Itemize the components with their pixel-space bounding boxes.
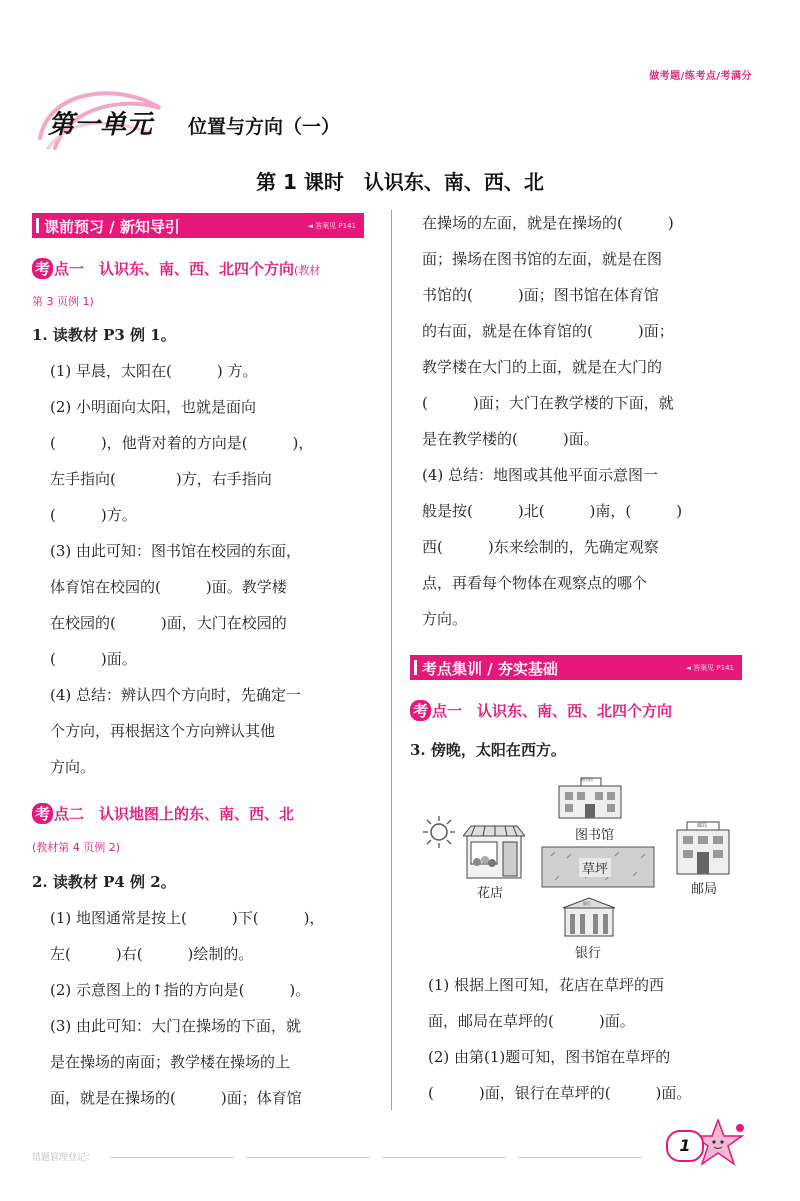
question-1 bbox=[32, 325, 367, 793]
question-line: 左( )右( )绘制的。 bbox=[50, 945, 254, 963]
question-line: 在校园的( )面，大门在校园的 bbox=[50, 614, 287, 632]
question-line: 方向。 bbox=[50, 758, 96, 776]
keypoint-source: 第 3 页例 1) bbox=[32, 295, 94, 308]
library-label: 图书馆 bbox=[575, 828, 615, 843]
bank-sign: 银行 bbox=[583, 901, 591, 906]
question-line: (2) 示意图上的↑指的方向是( )。 bbox=[50, 981, 311, 999]
question-line: ( )面；大门在教学楼的下面，就 bbox=[422, 394, 674, 412]
question-2 bbox=[32, 872, 367, 1124]
question-line: (1) 根据上图可知，花店在草坪的西 bbox=[428, 976, 665, 994]
kao-badge: 考 bbox=[32, 803, 53, 824]
column-divider bbox=[391, 210, 392, 1110]
question-line: 面；操场在图书馆的左面，就是在图 bbox=[422, 250, 663, 268]
bank-label: 银行 bbox=[575, 946, 602, 961]
question-line: (1) 早晨，太阳在( ) 方。 bbox=[50, 362, 258, 380]
lawn-label: 草坪 bbox=[579, 858, 611, 877]
flower-shop-icon bbox=[463, 822, 525, 880]
right-continuation bbox=[422, 213, 752, 645]
question-line: (4) 总结：地图或其他平面示意图一 bbox=[422, 466, 659, 484]
footer-line bbox=[382, 1157, 506, 1158]
answer-ref: ◄ 答案见 P141 bbox=[685, 664, 734, 672]
question-line: 般是按( )北( )南，( ) bbox=[422, 502, 683, 520]
question-line: 面，就是在操场的( )面；体育馆 bbox=[50, 1089, 302, 1107]
unit-subtitle: 位置与方向（一） bbox=[188, 116, 341, 138]
question-line: ( )面。 bbox=[50, 650, 137, 668]
keypoint-title: 点一 认识东、南、西、北四个方向 bbox=[432, 702, 673, 720]
question-line: 方向。 bbox=[422, 610, 468, 628]
keypoint-heading bbox=[32, 803, 294, 824]
keypoint-source-tail: (教材 bbox=[294, 264, 321, 277]
question-line: 是在教学楼的( )面。 bbox=[422, 430, 599, 448]
question-line: (3) 由此可知：图书馆在校园的东面， bbox=[50, 542, 302, 560]
question-stem: 2. 读教材 P4 例 2。 bbox=[32, 873, 176, 891]
section-bar-practice bbox=[410, 655, 742, 680]
question-line: 是在操场的南面；教学楼在操场的上 bbox=[50, 1053, 291, 1071]
question-line: 体育馆在校园的( )面。教学楼 bbox=[50, 578, 287, 596]
question-line: ( )，他背对着的方向是( )， bbox=[50, 434, 314, 452]
question-line: 书馆的( )面；图书馆在体育馆 bbox=[422, 286, 659, 304]
keypoint-heading bbox=[32, 258, 320, 279]
page-number: 1 bbox=[666, 1130, 704, 1162]
question-line: 的右面，就是在体育馆的( )面； bbox=[422, 322, 674, 340]
kao-badge: 考 bbox=[410, 700, 431, 721]
footer-line bbox=[110, 1157, 234, 1158]
bar-marker bbox=[414, 660, 417, 675]
question-stem: 1. 读教材 P3 例 1。 bbox=[32, 326, 176, 344]
post-office-sign: 邮局 bbox=[697, 823, 708, 829]
keypoint-title: 点二 认识地图上的东、南、西、北 bbox=[54, 805, 295, 823]
question-line: (2) 由第(1)题可知，图书馆在草坪的 bbox=[428, 1048, 671, 1066]
section-bar-label: 课前预习 / 新知导引 bbox=[44, 218, 180, 236]
question-line: 点，再看每个物体在观察点的哪个 bbox=[422, 574, 648, 592]
question-3-stem: 3. 傍晚，太阳在西方。 bbox=[410, 741, 566, 759]
keypoint-source: (教材第 4 页例 2) bbox=[32, 841, 121, 854]
library-sign: 图书馆 bbox=[581, 777, 593, 782]
post-office-label: 邮局 bbox=[691, 882, 718, 897]
section-bar-label: 考点集训 / 夯实基础 bbox=[422, 660, 558, 678]
question-line: 左手指向( )方，右手指向 bbox=[50, 470, 272, 488]
flower-shop-label: 花店 bbox=[477, 886, 504, 901]
keypoint-title: 点一 认识东、南、西、北四个方向 bbox=[54, 260, 295, 278]
footer-label: 错题管理登记： bbox=[32, 1153, 96, 1163]
question-line: ( )方。 bbox=[50, 506, 137, 524]
question-line: (2) 小明面向太阳，也就是面向 bbox=[50, 398, 257, 416]
question-line: ( )面，银行在草坪的( )面。 bbox=[428, 1084, 692, 1102]
question-line: (3) 由此可知：大门在操场的下面，就 bbox=[50, 1017, 302, 1035]
answer-ref: ◄ 答案见 P141 bbox=[307, 222, 356, 230]
unit-title: 第一单元 bbox=[48, 110, 153, 140]
direction-map bbox=[415, 770, 745, 970]
question-line: 面，邮局在草坪的( )面。 bbox=[428, 1012, 635, 1030]
question-line: 个方向，再根据这个方向辨认其他 bbox=[50, 722, 276, 740]
bar-marker bbox=[36, 218, 39, 233]
kao-badge: 考 bbox=[32, 258, 53, 279]
footer-line bbox=[518, 1157, 642, 1158]
question-line: 在操场的左面，就是在操场的( ) bbox=[422, 214, 674, 232]
lesson-title: 第 1 课时 认识东、南、西、北 bbox=[256, 170, 544, 194]
question-line: (4) 总结：辨认四个方向时，先确定一 bbox=[50, 686, 302, 704]
sun-icon bbox=[421, 814, 457, 850]
section-bar-preview bbox=[32, 213, 364, 238]
footer-line bbox=[246, 1157, 370, 1158]
question-line: 教学楼在大门的上面，就是在大门的 bbox=[422, 358, 663, 376]
question-line: (1) 地图通常是按上( )下( )， bbox=[50, 909, 325, 927]
question-3-subquestions bbox=[410, 975, 750, 1119]
question-line: 西( )东来绘制的，先确定观察 bbox=[422, 538, 659, 556]
header-slogan: 做考题/练考点/考满分 bbox=[649, 71, 752, 82]
keypoint-heading bbox=[410, 700, 672, 721]
